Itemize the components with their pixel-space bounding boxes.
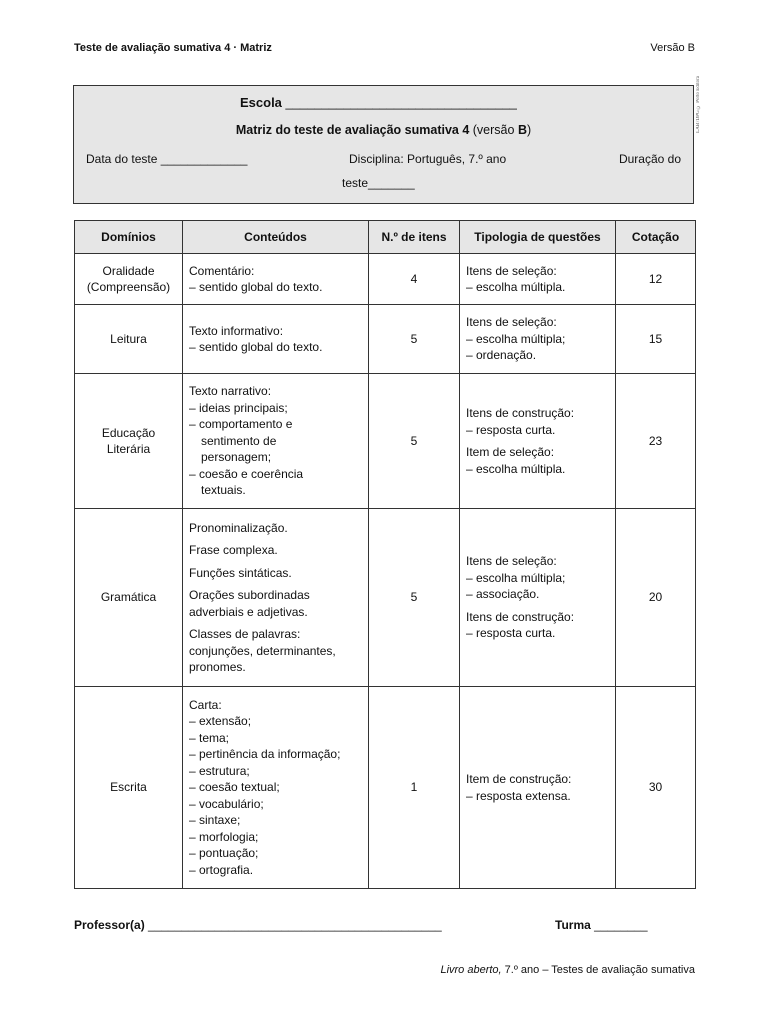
tipologia-line: Itens de seleção: [466, 263, 557, 278]
conteudo-line: Texto narrativo: [189, 384, 272, 399]
conteudo-line: – coesão e coerência [189, 466, 304, 481]
conteudo-line: – estrutura; [189, 763, 250, 778]
conteudo-line: – extensão; [189, 714, 252, 729]
matrix-title [74, 123, 693, 137]
conteudo-line: – comportamento e [189, 417, 293, 432]
itens-cell: 4 [369, 254, 460, 305]
dominio-line: Educação [101, 425, 156, 440]
dominio-line: Leitura [110, 331, 147, 346]
dominio-cell [75, 509, 183, 687]
dominio-line: Gramática [100, 590, 157, 605]
conteudo-line: Comentário: [189, 263, 255, 278]
conteudo-line: – ortografia. [189, 862, 254, 877]
conteudos-cell [183, 509, 369, 687]
disciplina-field: Disciplina: Português, 7.º ano [349, 152, 507, 166]
header-itens: N.º de itens [369, 221, 460, 254]
conteudo-line: adverbiais e adjetivas. [189, 604, 308, 619]
professor-label: Professor(a) [74, 918, 145, 932]
table-row [75, 509, 696, 687]
conteudo-line: Texto informativo: [189, 323, 284, 338]
conteudo-line: Carta: [189, 697, 222, 712]
conteudo-line: – sintaxe; [189, 813, 241, 828]
side-note: LAB7DPG © Porto Editora [696, 76, 701, 133]
book-title: Livro aberto, [440, 964, 502, 976]
header-cotacao: Cotação [616, 221, 696, 254]
tipologia-line: Itens de construção: [466, 609, 575, 624]
conteudo-line: – coesão textual; [189, 780, 280, 795]
conteudo-line: sentimento de [201, 433, 277, 448]
tipologia-line: Item de seleção: [466, 445, 555, 459]
escola-label: Escola [240, 95, 282, 110]
tipologia-line: – escolha múltipla; [466, 331, 566, 346]
cotacao-cell: 12 [616, 254, 696, 305]
cotacao-cell: 23 [616, 374, 696, 509]
tipologia-line: – resposta curta. [466, 422, 556, 437]
cotacao-cell: 15 [616, 305, 696, 374]
header-title: Teste de avaliação sumativa 4 · Matriz [74, 42, 272, 54]
matrix-title-bold: Matriz do teste de avaliação sumativa 4 [235, 123, 470, 137]
professor-line: ____________________________________________ [148, 918, 442, 932]
tipologia-cell [460, 374, 616, 509]
tipologia-line: Itens de seleção: [466, 554, 557, 569]
tipologia-line: Item de construção: [466, 772, 572, 786]
teste-field: teste_______ [342, 176, 415, 190]
dominio-line: (Compreensão) [86, 280, 171, 294]
dominio-line: Escrita [110, 780, 147, 795]
dominio-cell [75, 254, 183, 305]
tipologia-line: – associação. [466, 587, 540, 602]
conteudo-line: – pontuação; [189, 846, 259, 861]
header-conteudos: Conteúdos [183, 221, 369, 254]
turma-field [555, 918, 648, 932]
dominio-cell [75, 374, 183, 509]
dominio-cell [75, 687, 183, 889]
itens-cell: 5 [369, 374, 460, 509]
conteudos-cell [183, 687, 369, 889]
turma-label: Turma [555, 918, 591, 932]
table-row [75, 305, 696, 374]
book-footer [440, 964, 695, 976]
book-rest: 7.º ano – Testes de avaliação sumativa [501, 964, 695, 976]
tipologia-line: – escolha múltipla. [466, 280, 566, 294]
conteudo-line: – sentido global do texto. [189, 340, 323, 354]
turma-line: ________ [594, 918, 648, 932]
matrix-title-rest: (versão [469, 123, 518, 137]
itens-cell: 5 [369, 509, 460, 687]
header-dominios: Domínios [75, 221, 183, 254]
matrix-title-version: B [517, 123, 527, 137]
tipologia-line: – resposta curta. [466, 626, 556, 641]
tipologia-line: – ordenação. [466, 348, 537, 363]
tipologia-cell [460, 254, 616, 305]
table-row [75, 254, 696, 305]
conteudo-line: – sentido global do texto. [189, 280, 323, 294]
dominio-line: Literária [106, 442, 151, 456]
conteudo-line: personagem; [201, 450, 272, 465]
conteudos-cell [183, 305, 369, 374]
conteudo-line: – ideias principais; [189, 400, 288, 415]
header-version: Versão B [650, 42, 695, 54]
conteudo-line: Frase complexa. [189, 543, 278, 557]
table-header-row [75, 221, 696, 254]
conteudo-line: – vocabulário; [189, 796, 264, 811]
duracao-field: Duração do [618, 152, 681, 166]
tipologia-cell [460, 687, 616, 889]
tipologia-line: – escolha múltipla; [466, 570, 566, 585]
conteudo-line: Funções sintáticas. [189, 565, 292, 580]
table-row [75, 687, 696, 889]
tipologia-cell [460, 305, 616, 374]
tipologia-cell [460, 509, 616, 687]
itens-cell: 1 [369, 687, 460, 889]
matrix-table [74, 220, 696, 889]
conteudo-line: – pertinência da informação; [189, 747, 341, 762]
escola-line: ________________________________ [285, 95, 517, 110]
conteudos-cell [183, 254, 369, 305]
escola-field [240, 95, 517, 110]
header-tipologia: Tipologia de questões [460, 221, 616, 254]
tipologia-line: Itens de construção: [466, 406, 575, 420]
matrix-title-end: ) [526, 123, 532, 137]
table-row [75, 374, 696, 509]
conteudo-line: – morfologia; [189, 829, 259, 844]
info-box [73, 85, 694, 204]
conteudo-line: Orações subordinadas [189, 588, 310, 602]
conteudos-cell [183, 374, 369, 509]
conteudo-line: conjunções, determinantes, [189, 643, 336, 658]
data-field: Data do teste _____________ [86, 152, 248, 166]
professor-field [74, 918, 442, 932]
tipologia-line: – escolha múltipla. [466, 461, 566, 476]
tipologia-line: Itens de seleção: [466, 315, 557, 330]
conteudo-line: pronomes. [189, 660, 246, 674]
conteudo-line: Classes de palavras: [189, 627, 301, 641]
cotacao-cell: 20 [616, 509, 696, 687]
dominio-line: Oralidade [102, 263, 155, 278]
tipologia-line: – resposta extensa. [466, 788, 571, 803]
conteudo-line: textuais. [201, 483, 246, 498]
conteudo-line: – tema; [189, 730, 230, 745]
itens-cell: 5 [369, 305, 460, 374]
conteudo-line: Pronominalização. [189, 520, 288, 535]
cotacao-cell: 30 [616, 687, 696, 889]
dominio-cell [75, 305, 183, 374]
